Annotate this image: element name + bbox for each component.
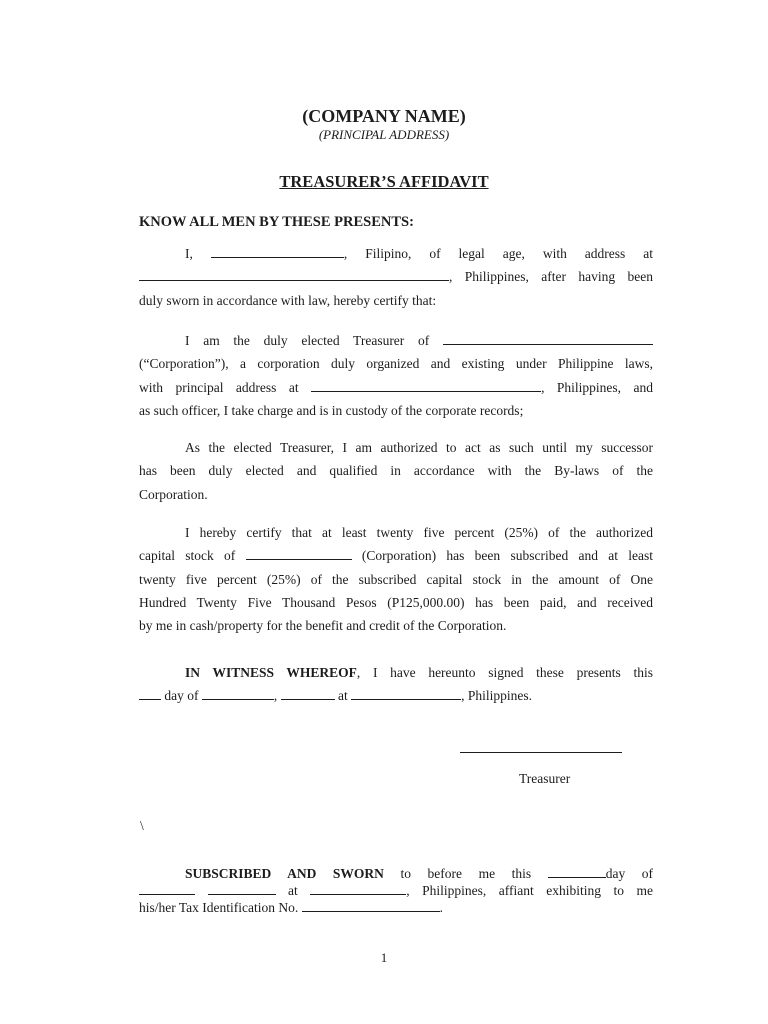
signature-line[interactable] (460, 752, 622, 753)
para2-line4: as such officer, I take charge and is in custody of the corporate records; (139, 402, 524, 418)
preamble: KNOW ALL MEN BY THESE PRESENTS: (139, 214, 414, 230)
para4-line1: I hereby certify that at least twenty five percent (25%) of the authorized (185, 525, 653, 540)
paragraph-treasurer (139, 329, 653, 422)
paragraph-jurat (139, 865, 653, 916)
para3-line3: Corporation. (139, 486, 208, 502)
document-title: TREASURER’S AFFIDAVIT (279, 172, 489, 191)
residence-address-blank[interactable] (139, 268, 449, 281)
jurat-text-before: to before me this (400, 866, 532, 881)
jurat-line2 (139, 882, 653, 899)
para3-line2: has been duly elected and qualified in accordance with the By-laws of the (139, 463, 653, 479)
para1-line3: duly sworn in accordance with law, hereby certify that: (139, 292, 437, 308)
witness-text-at: at (338, 688, 348, 704)
jurat-text-at: at (288, 883, 298, 898)
para2-line2: (“Corporation”), a corporation duly organized and existing under Philippine laws, (139, 356, 653, 372)
jurat-place-blank[interactable] (310, 882, 406, 895)
witness-text-dayof: day of (164, 688, 199, 704)
witness-text: , I have hereunto signed these presents this (356, 665, 653, 680)
capital-stock-blank[interactable] (246, 547, 352, 560)
name-blank[interactable] (211, 245, 344, 258)
jurat-text-tin: his/her Tax Identification No. (139, 900, 299, 915)
para1-line1 (139, 242, 653, 265)
paragraph-authority (139, 436, 653, 506)
witness-line2 (139, 684, 653, 707)
para2-line1 (139, 329, 653, 352)
para2-text-elected: I am the duly elected Treasurer of (185, 333, 430, 348)
jurat-year-blank[interactable] (208, 882, 276, 895)
para1-text-filipino: , Filipino, of legal age, with address at (343, 246, 653, 261)
paragraph-identity (139, 242, 653, 312)
para2-line3 (139, 376, 653, 399)
year-blank[interactable] (281, 687, 335, 700)
jurat-heading: SUBSCRIBED AND SWORN (185, 866, 384, 881)
witness-text-philippines: , Philippines. (461, 688, 533, 704)
jurat-text-dayof: day of (605, 866, 653, 881)
day-blank[interactable] (139, 687, 161, 700)
tin-blank[interactable] (302, 899, 440, 912)
corporation-name-blank[interactable] (443, 332, 653, 345)
signature-title: Treasurer (519, 771, 571, 786)
jurat-line1 (139, 865, 653, 882)
para1-text-i: I, (185, 246, 193, 261)
paragraph-witness (139, 661, 653, 708)
para4-line5: by me in cash/property for the benefit and credit of the Corporation. (139, 618, 507, 634)
para4-line4: Hundred Twenty Five Thousand Pesos (P125,000.00) has been paid, and received (139, 594, 653, 610)
witness-line1 (139, 661, 653, 684)
paragraph-capital-stock (139, 521, 653, 637)
month-blank[interactable] (202, 687, 274, 700)
para1-line2 (139, 265, 653, 288)
principal-address-blank[interactable] (311, 379, 541, 392)
place-blank[interactable] (351, 687, 461, 700)
jurat-line3 (139, 899, 653, 916)
jurat-text-affiant: , Philippines, affiant exhibiting to me (406, 883, 654, 898)
para4-line3: twenty five percent (25%) of the subscribed capital stock in the amount of One (139, 571, 653, 587)
company-name: (COMPANY NAME) (302, 106, 466, 126)
principal-address: (PRINCIPAL ADDRESS) (318, 127, 450, 142)
para4-line2 (139, 544, 653, 567)
para3-line1: As the elected Treasurer, I am authorized to act as such until my successor (185, 440, 653, 455)
para2-text-philippines: , Philippines, and (541, 379, 654, 395)
para1-text-philippines: , Philippines, after having been (449, 269, 653, 285)
jurat-month-blank[interactable] (139, 882, 195, 895)
witness-comma: , (273, 688, 278, 704)
para2-text-principal: with principal address at (139, 379, 299, 395)
stray-mark: \ (140, 818, 144, 833)
jurat-period: . (439, 900, 444, 915)
page-number: 1 (380, 950, 388, 965)
document-title-wrap (0, 172, 768, 192)
jurat-day-blank[interactable] (548, 865, 606, 878)
witness-heading: IN WITNESS WHEREOF (185, 665, 357, 680)
para4-text-capital: capital stock of (139, 548, 236, 564)
para4-text-corporation: (Corporation) has been subscribed and at least (361, 548, 654, 564)
